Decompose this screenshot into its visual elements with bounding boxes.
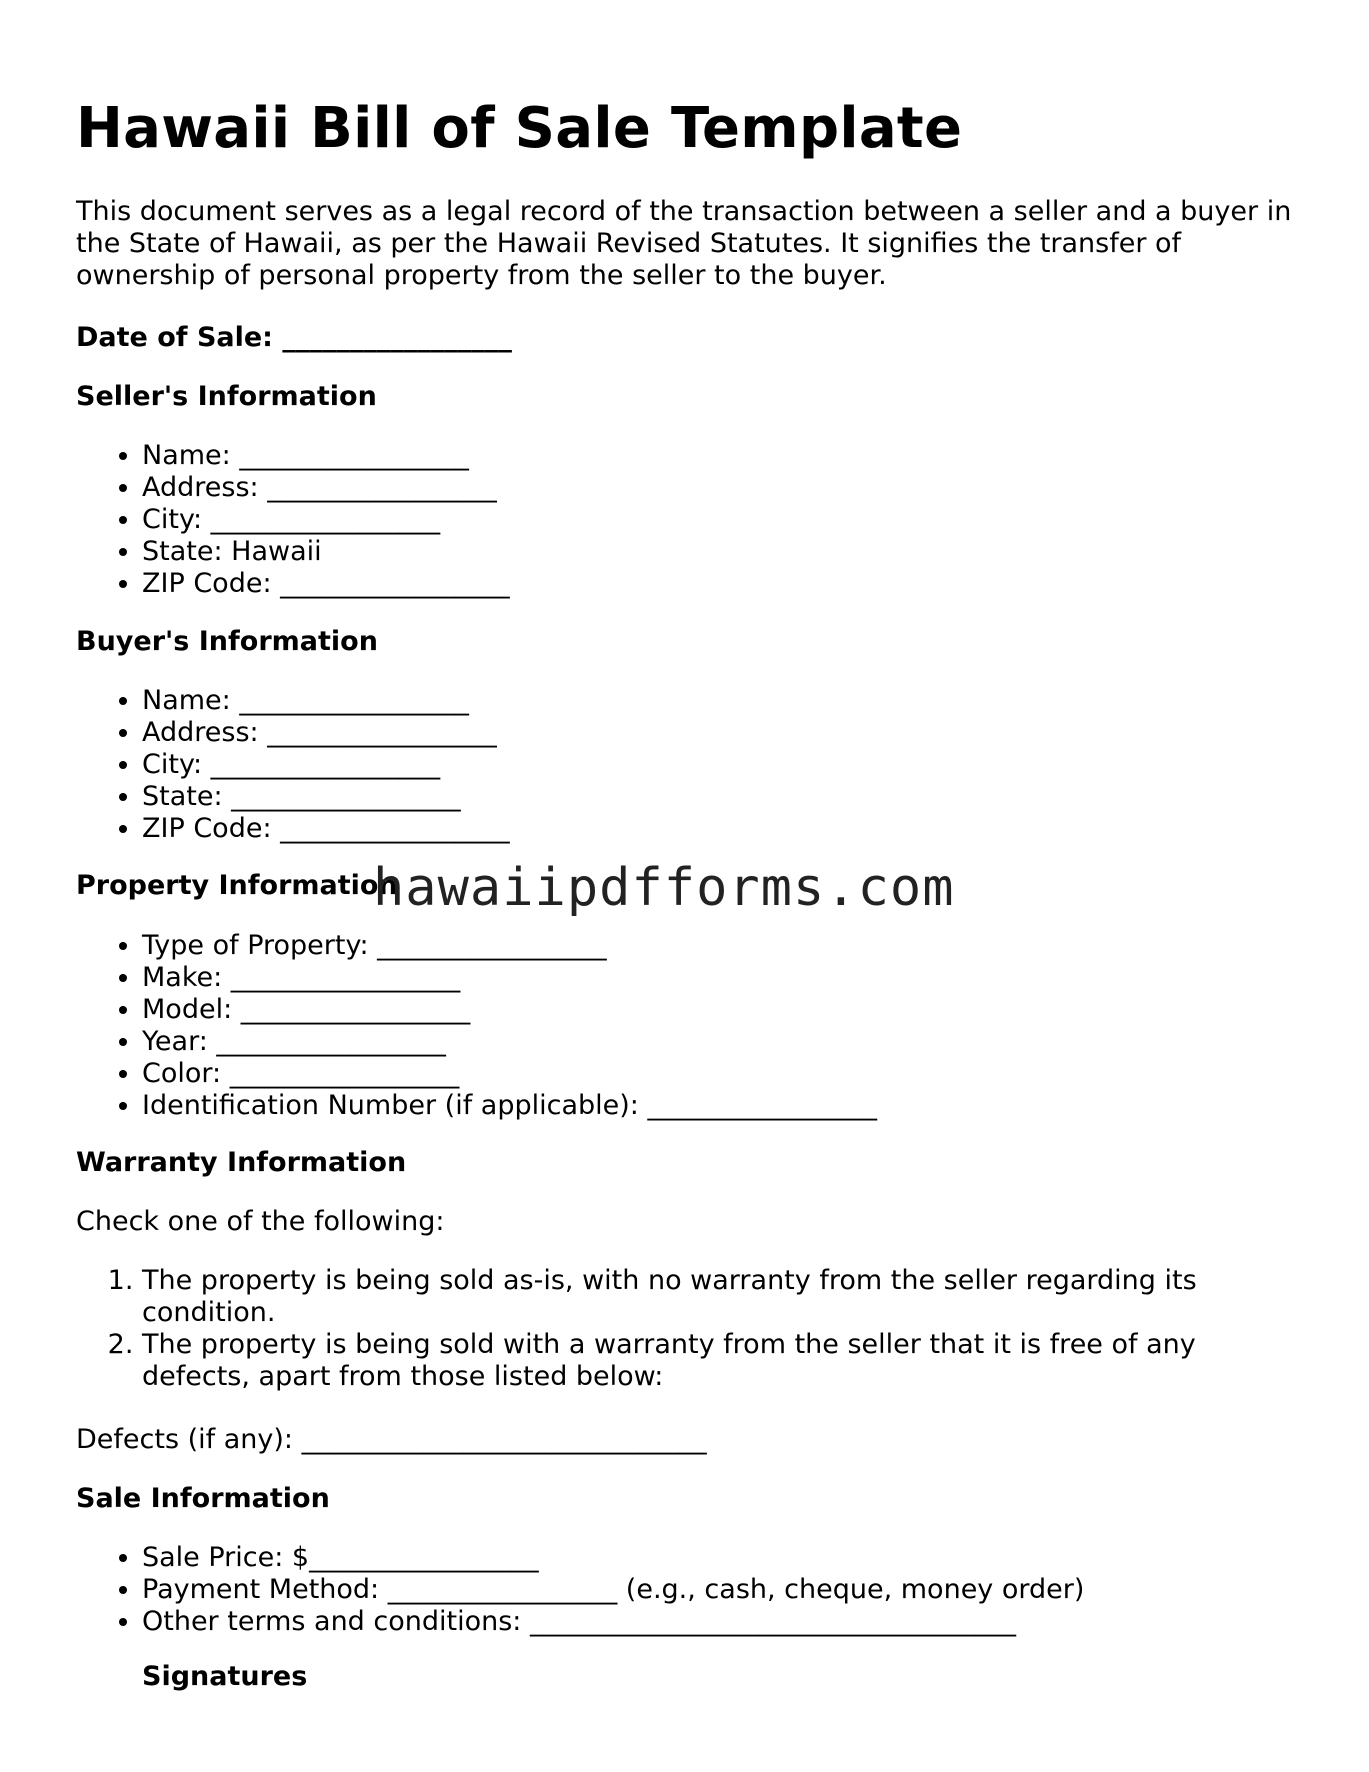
list-item: • Payment Method: _________________ (e.g., cash, cheque, money order): [142, 1574, 1084, 1606]
warranty-options: [76, 1265, 1292, 1393]
list-item: • Color: _________________: [142, 1058, 877, 1090]
list-item: • Model: _________________: [142, 994, 877, 1026]
warranty-instruction: Check one of the following:: [76, 1206, 445, 1237]
buyer-heading: Buyer's Information: [76, 626, 378, 657]
list-item: • State: _________________: [142, 781, 510, 813]
list-item: • City: _________________: [142, 504, 510, 536]
watermark: hawaiipdfforms.com: [373, 858, 955, 918]
warranty-option: 2. The property is being sold with a warranty from the seller that it is free of any defects, apart from those listed below:: [142, 1329, 1292, 1393]
list-item: • State: Hawaii: [142, 536, 510, 568]
seller-list: [76, 440, 510, 600]
list-item: • Other terms and conditions: ____________________________________: [142, 1606, 1084, 1638]
list-item: • City: _________________: [142, 749, 510, 781]
warranty-heading: Warranty Information: [76, 1147, 407, 1178]
list-item: • ZIP Code: _________________: [142, 568, 510, 600]
list-item: • Identification Number (if applicable): _________________: [142, 1090, 877, 1122]
sale-list: [76, 1542, 1084, 1638]
intro-paragraph: This document serves as a legal record of the transaction between a seller and a buyer in the State of Hawaii, as per the Hawaii Revised Statutes. It signifies the transfer of ownership of personal property from the seller to the buyer.: [76, 196, 1292, 291]
list-item: • Address: _________________: [142, 717, 510, 749]
property-list: [76, 930, 877, 1122]
list-item: • Name: _________________: [142, 685, 510, 717]
list-item: • Sale Price: $_________________: [142, 1542, 1084, 1574]
signatures-heading: Signatures: [142, 1661, 308, 1692]
list-item: • Address: _________________: [142, 472, 510, 504]
property-heading: Property Information: [76, 870, 398, 901]
list-item: • Make: _________________: [142, 962, 877, 994]
sale-heading: Sale Information: [76, 1483, 330, 1514]
buyer-list: [76, 685, 510, 845]
list-item: • ZIP Code: _________________: [142, 813, 510, 845]
list-item: • Year: _________________: [142, 1026, 877, 1058]
list-item: • Name: _________________: [142, 440, 510, 472]
list-item: • Type of Property: _________________: [142, 930, 877, 962]
page-title: Hawaii Bill of Sale Template: [76, 96, 963, 161]
warranty-option: 1. The property is being sold as-is, with no warranty from the seller regarding its condition.: [142, 1265, 1292, 1329]
seller-heading: Seller's Information: [76, 381, 377, 412]
date-of-sale-line: Date of Sale: _________________: [76, 322, 512, 353]
defects-line: Defects (if any): ______________________________: [76, 1424, 707, 1455]
